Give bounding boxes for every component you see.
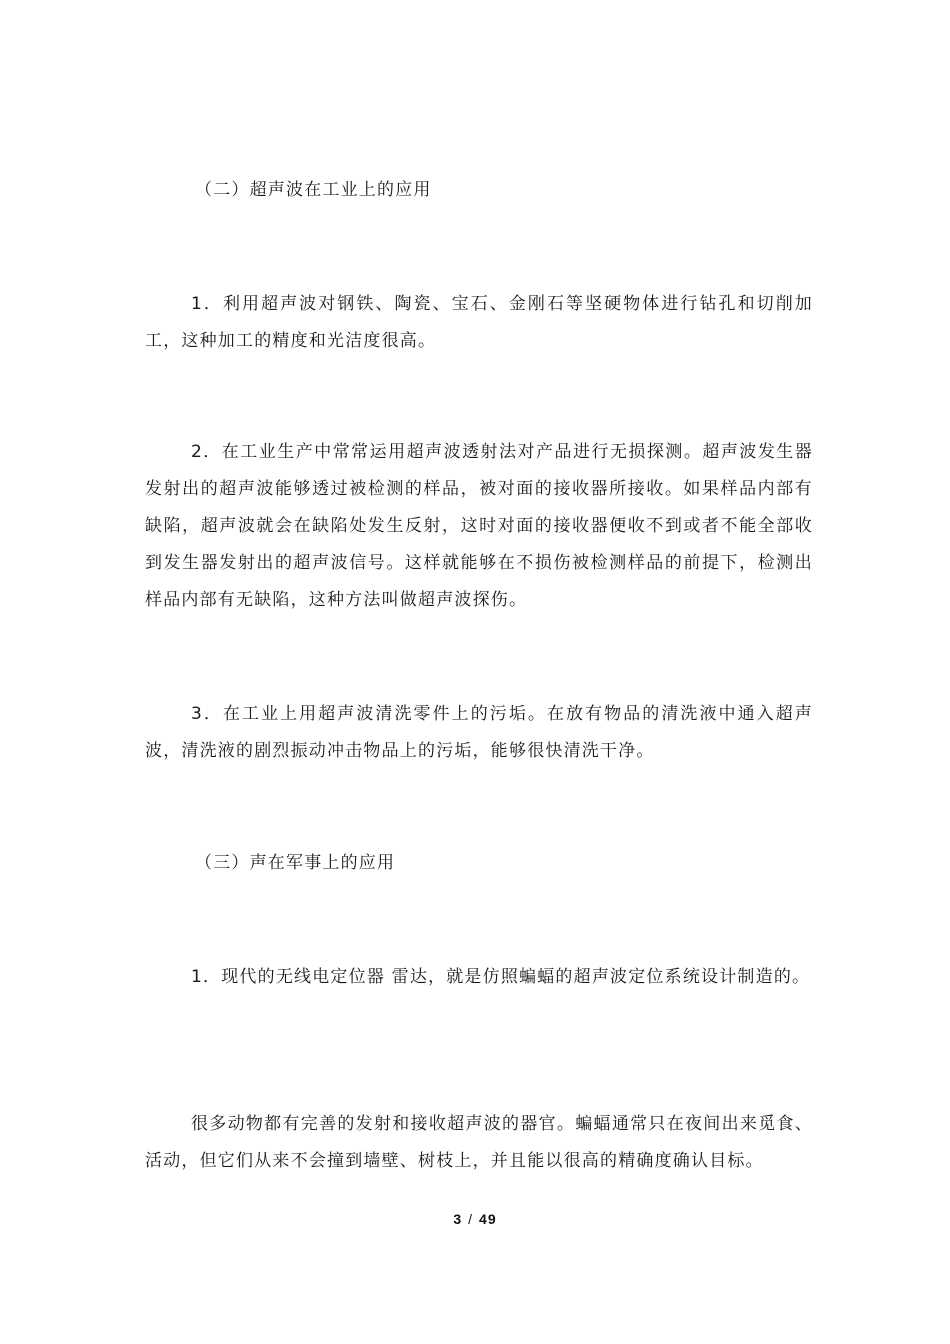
paragraph-industry-cleaning: 3．在工业上用超声波清洗零件上的污垢。在放有物品的清洗液中通入超声波，清洗液的剧烈振动冲击物品上的污垢，能够很快清洗干净。 [145,704,813,761]
section-heading-industry: （二）超声波在工业上的应用 [195,180,432,200]
paragraph-industry-flaw-detection: 2．在工业生产中常常运用超声波透射法对产品进行无损探测。超声波发生器发射出的超声波能够透过被检测的样品，被对面的接收器所接收。如果样品内部有缺陷，超声波就会在缺陷处发生反射，这时对面的接收器便收不到或者不能全部收到发生器发射出的超声波信号。这样就能够在不损伤被检测样品的前提下，检测出样品内部有无缺陷，这种方法叫做超声波探伤。 [145,442,813,610]
section-heading-military: （三）声在军事上的应用 [195,853,396,873]
total-pages-number: 49 [479,1211,497,1227]
paragraph-animals-ultrasound: 很多动物都有完善的发射和接收超声波的器官。蝙蝠通常只在夜间出来觅食、活动，但它们从来不会撞到墙壁、树枝上，并且能以很高的精确度确认目标。 [145,1114,813,1171]
page-separator: / [468,1211,474,1227]
current-page-number: 3 [453,1211,463,1227]
paragraph-industry-drilling: 1．利用超声波对钢铁、陶瓷、宝石、金刚石等坚硬物体进行钻孔和切削加工，这种加工的精度和光洁度很高。 [145,294,813,351]
page-number-footer [0,1211,950,1227]
paragraph-military-radar: 1．现代的无线电定位器 雷达，就是仿照蝙蝠的超声波定位系统设计制造的。 [191,967,811,987]
